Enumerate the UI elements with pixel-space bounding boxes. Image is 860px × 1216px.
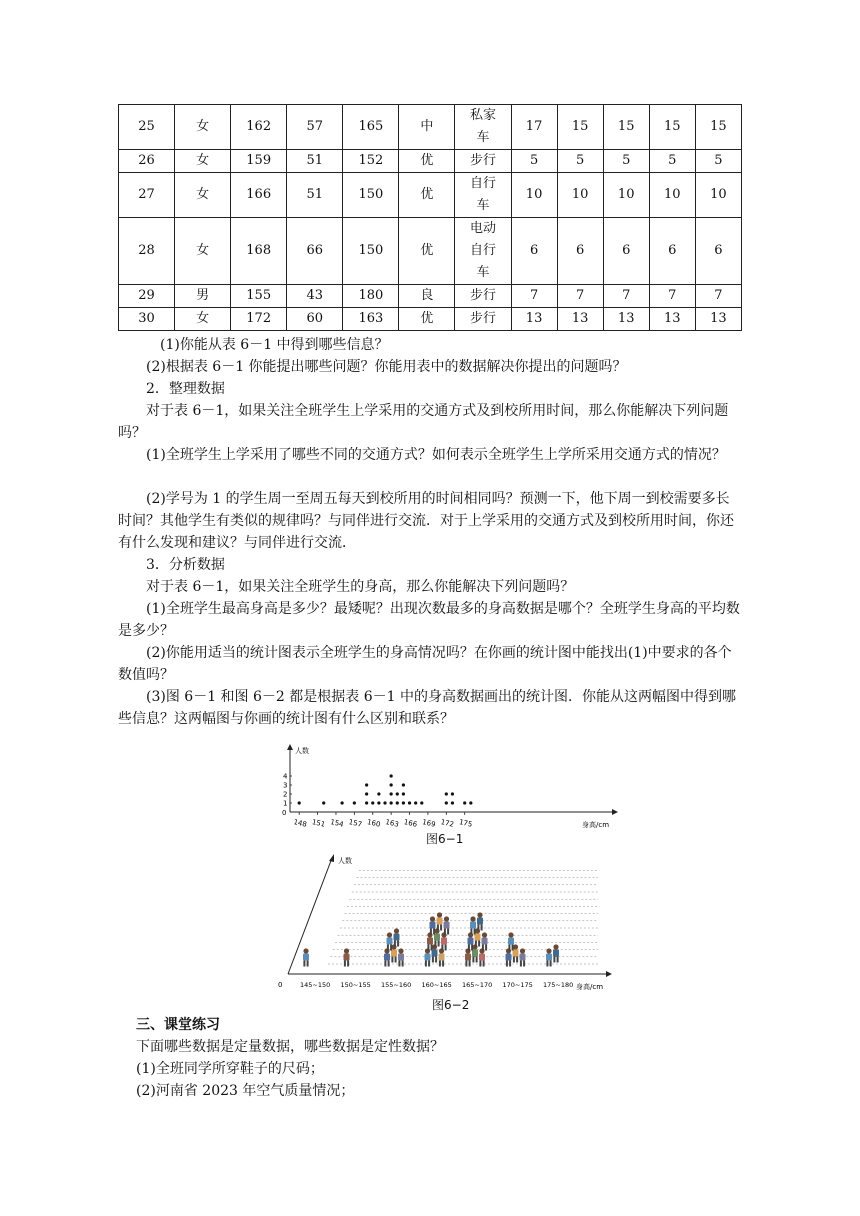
person-head [394, 928, 399, 933]
person-leg [465, 961, 467, 967]
table-cell-fri: 5 [695, 150, 741, 173]
person-body [475, 934, 481, 941]
person-head [398, 948, 403, 953]
figure-6-1-dot-plot [270, 742, 620, 832]
transport-line: 步行 [470, 288, 497, 303]
person-leg [425, 961, 427, 967]
table-cell-weight: 51 [287, 150, 343, 173]
person-body [472, 950, 478, 957]
person-body [425, 954, 431, 961]
person-body [391, 950, 397, 957]
data-dot [445, 792, 448, 795]
table-cell-run: 163 [343, 308, 399, 331]
person-leg [481, 925, 483, 931]
table-cell-id: 30 [119, 308, 175, 331]
data-dot [420, 801, 423, 804]
table-cell-tue: 7 [557, 285, 603, 308]
person-leg [472, 957, 474, 963]
table-cell-wed: 7 [603, 285, 649, 308]
table-cell-weight: 66 [287, 218, 343, 285]
person-leg [397, 941, 399, 947]
person-leg [474, 929, 476, 935]
paragraph-organize-2: (2)学号为 1 的学生周一至周五每天到校所用的时间相同吗？预测一下，他下周一到校需要多长时间？其他学生有类似的规律吗？与同伴进行交流．对于上学采用的交通方式及到校所用时间，你还有什么发现和建议？与同伴进行交流． [118, 491, 734, 551]
person-leg [398, 961, 400, 967]
person-body [444, 922, 450, 929]
person-leg [470, 929, 472, 935]
person-body [437, 918, 443, 925]
person-body [441, 938, 447, 945]
table-cell-fri: 7 [695, 285, 741, 308]
person-body [387, 938, 393, 945]
person-leg [347, 961, 349, 967]
person-leg [469, 961, 471, 967]
person-body [398, 954, 404, 961]
person-body [520, 954, 526, 961]
exercise-item-2: (2)河南省 2023 年空气质量情况； [136, 1083, 355, 1099]
y-axis-label: 人数 [295, 747, 309, 755]
data-dot [390, 801, 393, 804]
y-axis-arrow [287, 744, 293, 750]
table-cell-transport [455, 218, 511, 285]
person-leg [428, 961, 430, 967]
table-cell-mon: 13 [511, 308, 557, 331]
table-cell-height: 155 [231, 285, 287, 308]
person-head [520, 948, 525, 953]
person-leg [476, 957, 478, 963]
person-leg [439, 961, 441, 967]
table-cell-fri: 15 [695, 105, 741, 150]
table-row [119, 105, 742, 150]
table-cell-height: 172 [231, 308, 287, 331]
person-head [430, 916, 435, 921]
person-leg [387, 945, 389, 951]
table-cell-height: 162 [231, 105, 287, 150]
person-body [468, 938, 474, 945]
table-cell-weight: 60 [287, 308, 343, 331]
data-dot [383, 801, 386, 804]
person-leg [471, 945, 473, 951]
person-leg [468, 945, 470, 951]
person-leg [475, 941, 477, 947]
table-cell-grade: 优 [399, 150, 455, 173]
person-leg [553, 957, 555, 963]
person-leg [447, 929, 449, 935]
table-cell-mon: 7 [511, 285, 557, 308]
table-cell-sex: 女 [175, 218, 231, 285]
person-head [303, 948, 308, 953]
data-dot [451, 801, 454, 804]
table-cell-wed: 6 [603, 218, 649, 285]
y-tick-label: 2 [283, 790, 288, 799]
person-head [477, 912, 482, 917]
person-leg [435, 957, 437, 963]
table-cell-run: 165 [343, 105, 399, 150]
data-dot [365, 801, 368, 804]
person-leg [440, 925, 442, 931]
table-cell-mon: 6 [511, 218, 557, 285]
y-axis [288, 858, 332, 974]
person-leg [402, 961, 404, 967]
data-dot [390, 792, 393, 795]
x-category-label: 150~155 [340, 981, 371, 989]
x-axis-arrow [606, 971, 612, 977]
person-leg [390, 945, 392, 951]
data-dot [402, 783, 405, 786]
x-tick-label: 160 [366, 818, 382, 829]
table-cell-transport [455, 173, 511, 218]
x-category-label: 155~160 [381, 981, 412, 989]
y-tick-label: 3 [283, 781, 288, 790]
person-leg [477, 925, 479, 931]
table-cell-grade: 优 [399, 218, 455, 285]
table-row [119, 173, 742, 218]
data-dot [377, 801, 380, 804]
table-cell-wed: 15 [603, 105, 649, 150]
table-row [119, 308, 742, 331]
table-cell-transport [455, 150, 511, 173]
person-body [465, 954, 471, 961]
table-row [119, 150, 742, 173]
exercise-prompt: 下面哪些数据是定量数据，哪些数据是定性数据？ [136, 1039, 444, 1055]
data-dot [365, 792, 368, 795]
data-dot [408, 801, 411, 804]
person-leg [388, 961, 390, 967]
table-cell-id: 28 [119, 218, 175, 285]
person-leg [394, 941, 396, 947]
data-dot [365, 783, 368, 786]
x-tick-label: 157 [347, 818, 363, 829]
person-leg [546, 961, 548, 967]
person-body [513, 950, 519, 957]
transport-line: 自行 [470, 243, 497, 258]
table-row [119, 285, 742, 308]
person-leg [512, 945, 514, 951]
person-leg [520, 961, 522, 967]
table-cell-weight: 51 [287, 173, 343, 218]
person-body [479, 954, 485, 961]
person-leg [303, 961, 305, 967]
transport-line: 车 [476, 265, 490, 280]
x-tick-label: 166 [403, 818, 418, 829]
person-leg [550, 961, 552, 967]
y-tick-label: 1 [283, 799, 288, 808]
table-cell-wed: 13 [603, 308, 649, 331]
person-leg [431, 945, 433, 951]
person-leg [430, 929, 432, 935]
person-head [482, 932, 487, 937]
table-cell-transport [455, 285, 511, 308]
data-dot [469, 801, 472, 804]
data-dot [390, 774, 393, 777]
person-head [513, 944, 518, 949]
question-2: (2)根据表 6－1 你能提出哪些问题？你能用表中的数据解决你提出的问题吗？ [146, 359, 627, 375]
data-dot [377, 792, 380, 795]
table-cell-run: 180 [343, 285, 399, 308]
table-cell-run: 150 [343, 173, 399, 218]
table-cell-mon: 10 [511, 173, 557, 218]
table-cell-thu: 10 [649, 173, 695, 218]
table-cell-thu: 5 [649, 150, 695, 173]
data-dot [390, 783, 393, 786]
table-cell-tue: 6 [557, 218, 603, 285]
origin-label: 0 [278, 981, 283, 989]
paragraph-analyze-2: (2)你能用适当的统计图表示全班学生的身高情况吗？在你画的统计图中能找出(1)中要求的各个数值吗？ [118, 645, 732, 683]
table-cell-sex: 男 [175, 285, 231, 308]
transport-line: 电动 [470, 221, 497, 236]
data-dot [463, 801, 466, 804]
person-leg [509, 961, 511, 967]
table-cell-grade: 中 [399, 105, 455, 150]
table-cell-mon: 17 [511, 105, 557, 150]
person-body [434, 934, 440, 941]
question-1: (1)你能从表 6－1 中得到哪些信息？ [160, 337, 389, 353]
x-tick-label: 175 [458, 818, 474, 829]
table-cell-sex: 女 [175, 308, 231, 331]
data-dot [414, 801, 417, 804]
table-cell-id: 27 [119, 173, 175, 218]
table-cell-mon: 5 [511, 150, 557, 173]
x-tick-label: 148 [292, 818, 308, 829]
x-axis-label: 身高/cm [582, 821, 610, 829]
paragraph-organize-1: (1)全班学生上学采用了哪些不同的交通方式？如何表示全班学生上学所采用交通方式的情况？ [146, 447, 726, 463]
table-cell-thu: 15 [649, 105, 695, 150]
table-cell-transport [455, 105, 511, 150]
person-body [344, 954, 350, 961]
data-dot [396, 792, 399, 795]
x-tick-label: 151 [311, 818, 326, 829]
table-cell-fri: 6 [695, 218, 741, 285]
person-leg [437, 925, 439, 931]
data-dot [402, 792, 405, 795]
person-leg [433, 929, 435, 935]
table-cell-id: 25 [119, 105, 175, 150]
person-body [470, 922, 476, 929]
table-cell-thu: 13 [649, 308, 695, 331]
person-body [427, 938, 433, 945]
person-head [553, 944, 558, 949]
table-cell-thu: 7 [649, 285, 695, 308]
heading-organize-data: 2．整理数据 [146, 381, 225, 397]
table-cell-weight: 57 [287, 105, 343, 150]
person-head [387, 932, 392, 937]
table-cell-height: 166 [231, 173, 287, 218]
table-cell-tue: 15 [557, 105, 603, 150]
x-category-label: 165~170 [462, 981, 493, 989]
person-head [437, 912, 442, 917]
person-leg [445, 945, 447, 951]
person-body [477, 918, 483, 925]
person-leg [482, 945, 484, 951]
person-body [430, 922, 436, 929]
x-category-label: 170~175 [502, 981, 533, 989]
exercise-item-1: (1)全班同学所穿鞋子的尺码； [136, 1061, 324, 1077]
transport-line: 车 [476, 130, 490, 145]
person-leg [479, 961, 481, 967]
table-cell-run: 152 [343, 150, 399, 173]
person-body [384, 954, 390, 961]
x-tick-label: 154 [329, 818, 345, 829]
table-cell-id: 29 [119, 285, 175, 308]
data-dot [371, 801, 374, 804]
paragraph-organize: 对于表 6－1，如果关注全班学生上学采用的交通方式及到校所用时间，那么你能解决下列问题吗？ [118, 403, 729, 441]
y-tick-label: 4 [283, 772, 288, 781]
person-leg [434, 941, 436, 947]
table-cell-thu: 6 [649, 218, 695, 285]
person-leg [427, 945, 429, 951]
table-cell-height: 168 [231, 218, 287, 285]
table-cell-wed: 5 [603, 150, 649, 173]
paragraph-analyze-3: (3)图 6－1 和图 6－2 都是根据表 6－1 中的身高数据画出的统计图．你能从这两幅图中得到哪些信息？这两幅图与你画的统计图有什么区别和联系？ [118, 689, 736, 727]
table-cell-run: 150 [343, 218, 399, 285]
table-cell-sex: 女 [175, 105, 231, 150]
data-dot [402, 801, 405, 804]
person-leg [442, 961, 444, 967]
x-category-label: 145~150 [300, 981, 331, 989]
person-body [506, 954, 512, 961]
data-dot [341, 801, 344, 804]
person-leg [307, 961, 309, 967]
data-dot [322, 801, 325, 804]
person-body [546, 954, 552, 961]
person-leg [483, 961, 485, 967]
figure-6-1-caption: 图6−1 [426, 832, 464, 846]
person-head [508, 932, 513, 937]
x-axis-label: 身高/cm [576, 983, 604, 991]
person-leg [432, 957, 434, 963]
x-axis-arrow [612, 809, 618, 815]
paragraph-analyze: 对于表 6－1，如果关注全班学生的身高，那么你能解决下列问题吗？ [146, 579, 575, 595]
person-leg [485, 945, 487, 951]
x-category-label: 175~180 [543, 981, 574, 989]
figure-6-2-pictograph [276, 852, 616, 998]
table-cell-fri: 13 [695, 308, 741, 331]
y-axis-label: 人数 [338, 857, 352, 865]
table-cell-id: 26 [119, 150, 175, 173]
person-leg [344, 961, 346, 967]
person-head [444, 916, 449, 921]
transport-line: 私家 [470, 108, 497, 123]
table-cell-grade: 优 [399, 173, 455, 218]
person-leg [506, 961, 508, 967]
heading-analyze-data: 3．分析数据 [146, 557, 225, 573]
table-cell-fri: 10 [695, 173, 741, 218]
data-dot [298, 801, 301, 804]
x-category-label: 160~165 [421, 981, 452, 989]
x-tick-label: 163 [384, 818, 400, 829]
data-dot [451, 792, 454, 795]
person-body [394, 934, 400, 941]
table-cell-tue: 13 [557, 308, 603, 331]
person-body [432, 950, 438, 957]
person-leg [478, 941, 480, 947]
person-leg [441, 945, 443, 951]
person-leg [444, 929, 446, 935]
x-tick-label: 172 [439, 818, 455, 829]
person-body [439, 954, 445, 961]
table-cell-sex: 女 [175, 173, 231, 218]
table-row [119, 218, 742, 285]
figure-6-2-caption: 图6−2 [432, 998, 470, 1012]
data-dot [353, 801, 356, 804]
student-data-table [118, 104, 742, 331]
person-leg [508, 945, 510, 951]
y-axis-arrow [329, 854, 334, 862]
person-head [546, 948, 551, 953]
person-leg [395, 957, 397, 963]
table-cell-weight: 43 [287, 285, 343, 308]
x-tick-label: 169 [421, 818, 437, 829]
origin-label: 0 [282, 809, 287, 817]
data-dot [396, 801, 399, 804]
table-cell-sex: 女 [175, 150, 231, 173]
person-body [482, 938, 488, 945]
person-head [470, 916, 475, 921]
data-dot [445, 801, 448, 804]
paragraph-analyze-1: (1)全班学生最高身高是多少？最矮呢？出现次数最多的身高数据是哪个？全班学生身高的平均数是多少？ [118, 601, 740, 639]
table-cell-tue: 10 [557, 173, 603, 218]
table-cell-transport [455, 308, 511, 331]
person-leg [523, 961, 525, 967]
person-body [303, 954, 309, 961]
person-leg [384, 961, 386, 967]
person-leg [513, 957, 515, 963]
person-leg [557, 957, 559, 963]
person-body [553, 950, 559, 957]
section-classroom-practice: 三、课堂练习 [136, 1017, 220, 1033]
person-head [344, 948, 349, 953]
table-cell-tue: 5 [557, 150, 603, 173]
transport-line: 步行 [470, 153, 497, 168]
person-leg [391, 957, 393, 963]
table-cell-grade: 良 [399, 285, 455, 308]
transport-line: 步行 [470, 311, 497, 326]
table-cell-wed: 10 [603, 173, 649, 218]
table-cell-grade: 优 [399, 308, 455, 331]
person-leg [516, 957, 518, 963]
person-leg [438, 941, 440, 947]
table-cell-height: 159 [231, 150, 287, 173]
transport-line: 自行 [470, 176, 497, 191]
person-body [508, 938, 514, 945]
transport-line: 车 [476, 198, 490, 213]
